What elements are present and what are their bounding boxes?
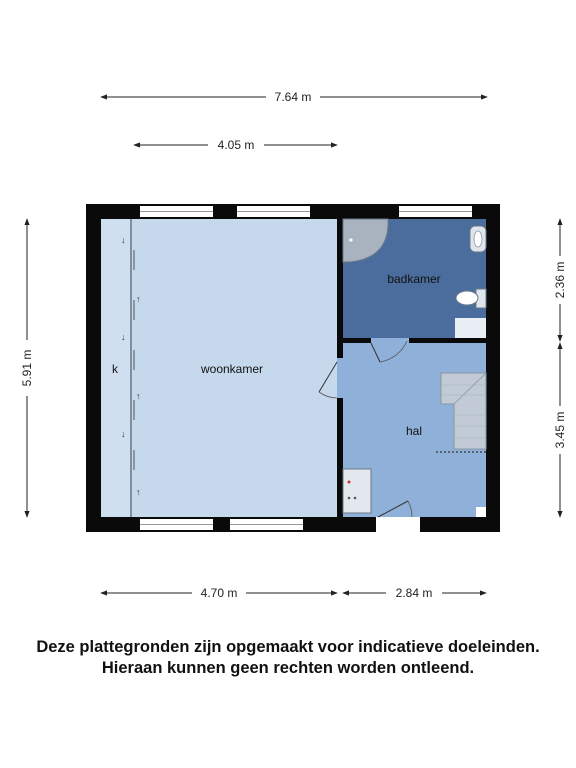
dimension-label: 2.84 m [395, 586, 433, 600]
dimension-right-lower-height [553, 343, 567, 517]
front-door-opening [376, 517, 420, 532]
dimension-label: 4.05 m [217, 138, 255, 152]
dimension-bottom-right-width [343, 586, 486, 600]
window [140, 519, 213, 530]
meter-cupboard [343, 469, 371, 513]
svg-text:↓: ↓ [121, 235, 126, 245]
dimension-label: 5.91 m [20, 349, 34, 387]
hall-niche [476, 507, 486, 517]
svg-text:↓: ↓ [121, 332, 126, 342]
dimension-bottom-left-width [101, 586, 337, 600]
window [237, 206, 310, 217]
dimension-label: 4.70 m [200, 586, 238, 600]
window [399, 206, 472, 217]
room-label-living: woonkamer [200, 362, 264, 376]
svg-text:↑: ↑ [136, 487, 141, 497]
svg-text:↓: ↓ [121, 429, 126, 439]
disclaimer-line-1: Deze plattegronden zijn opgemaakt voor indicatieve doeleinden. [36, 638, 540, 656]
dimension-upper-width [134, 138, 337, 152]
room-label-kitchen: k [112, 362, 118, 376]
svg-text:↑: ↑ [136, 391, 141, 401]
room-label-hall: hal [405, 424, 423, 438]
dimension-total-width [101, 90, 487, 104]
dimension-right-upper-height [553, 219, 567, 341]
bath-cabinet [455, 318, 486, 338]
disclaimer-line-2: Hieraan kunnen geen rechten worden ontleend. [101, 659, 475, 677]
svg-text:↑: ↑ [136, 294, 141, 304]
window [140, 206, 213, 217]
window [230, 519, 303, 530]
interior-wall-bath [343, 338, 486, 343]
sink [470, 226, 486, 252]
dimension-label: 7.64 m [274, 90, 312, 104]
dimension-label: 3.45 m [553, 411, 567, 449]
room-label-bathroom: badkamer [387, 272, 441, 286]
dimension-label: 2.36 m [553, 261, 567, 299]
dimension-total-height [20, 219, 34, 517]
